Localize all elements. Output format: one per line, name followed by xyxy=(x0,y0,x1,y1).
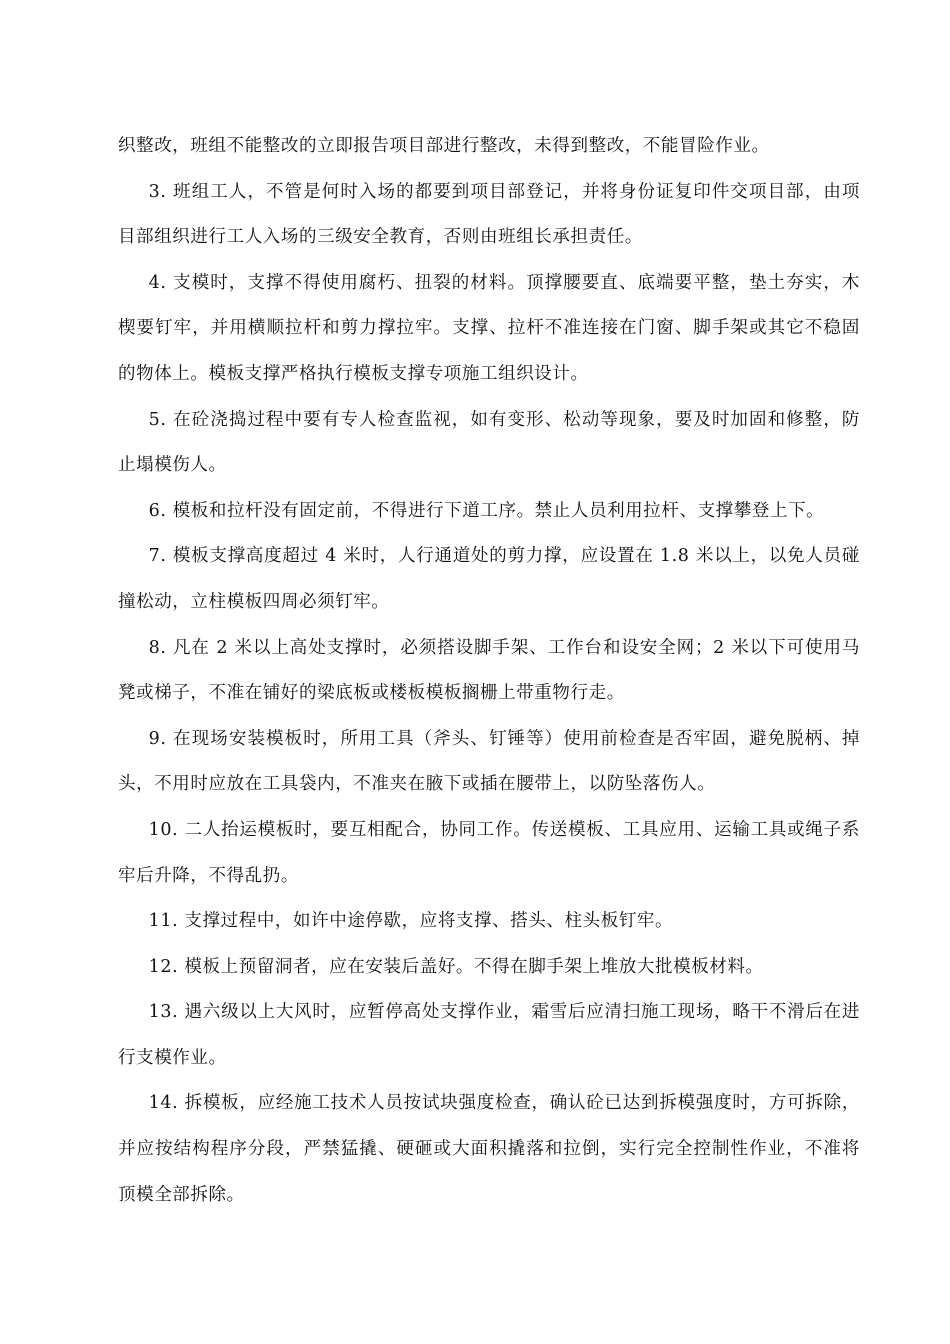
paragraph-item-6: 6. 模板和拉杆没有固定前，不得进行下道工序。禁止人员利用拉杆、支撑攀登上下。 xyxy=(148,500,825,521)
paragraph-item-3: 3. 班组工人，不管是何时入场的都要到项目部登记，并将身份证复印件交项目部，由项目部组织进行工人入场的三级安全教育，否则由班组长承担责任。 xyxy=(118,181,860,248)
paragraph-item-8: 8. 凡在 2 米以上高处支撑时，必须搭设脚手架、工作台和设安全网；2 米以下可使用马凳或梯子，不准在铺好的梁底板或楼板模板搁栅上带重物行走。 xyxy=(118,637,860,704)
document-body xyxy=(118,124,860,1218)
paragraph-continued: 织整改，班组不能整改的立即报告项目部进行整改，未得到整改，不能冒险作业。 xyxy=(118,136,770,156)
paragraph-item-14: 14. 拆模板，应经施工技术人员按试块强度检查，确认砼已达到拆模强度时，方可拆除，并应按结构程序分段，严禁猛撬、硬砸或大面积撬落和拉倒，实行完全控制性作业，不准将顶模全部拆除。 xyxy=(118,1093,860,1205)
paragraph-item-7: 7. 模板支撑高度超过 4 米时，人行通道处的剪力撑，应设置在 1.8 米以上，以免人员碰撞松动，立柱模板四周必须钉牢。 xyxy=(118,546,860,612)
paragraph-item-13: 13. 遇六级以上大风时，应暂停高处支撑作业，霜雪后应清扫施工现场，略干不滑后在进行支模作业。 xyxy=(118,1002,860,1068)
paragraph-item-10: 10. 二人抬运模板时，要互相配合，协同工作。传送模板、工具应用、运输工具或绳子系牢后升降，不得乱扔。 xyxy=(118,819,860,886)
paragraph-item-12: 12. 模板上预留洞者，应在安装后盖好。不得在脚手架上堆放大批模板材料。 xyxy=(148,956,764,977)
paragraph-item-5: 5. 在砼浇捣过程中要有专人检查监视，如有变形、松动等现象，要及时加固和修整，防止塌模伤人。 xyxy=(118,409,860,476)
paragraph-item-11: 11. 支撑过程中，如许中途停歇，应将支撑、搭头、柱头板钉牢。 xyxy=(148,911,674,932)
paragraph-item-4: 4. 支模时，支撑不得使用腐朽、扭裂的材料。顶撑腰要直、底端要平整，垫土夯实，木楔要钉牢，并用横顺拉杆和剪力撑拉牢。支撑、拉杆不准连接在门窗、脚手架或其它不稳固的物体上。模板支撑严格执行模板支撑专项施工组织设计。 xyxy=(118,272,860,384)
paragraph-item-9: 9. 在现场安装模板时，所用工具（斧头、钉锤等）使用前检查是否牢固，避免脱柄、掉头，不用时应放在工具袋内，不准夹在腋下或插在腰带上，以防坠落伤人。 xyxy=(118,728,860,795)
